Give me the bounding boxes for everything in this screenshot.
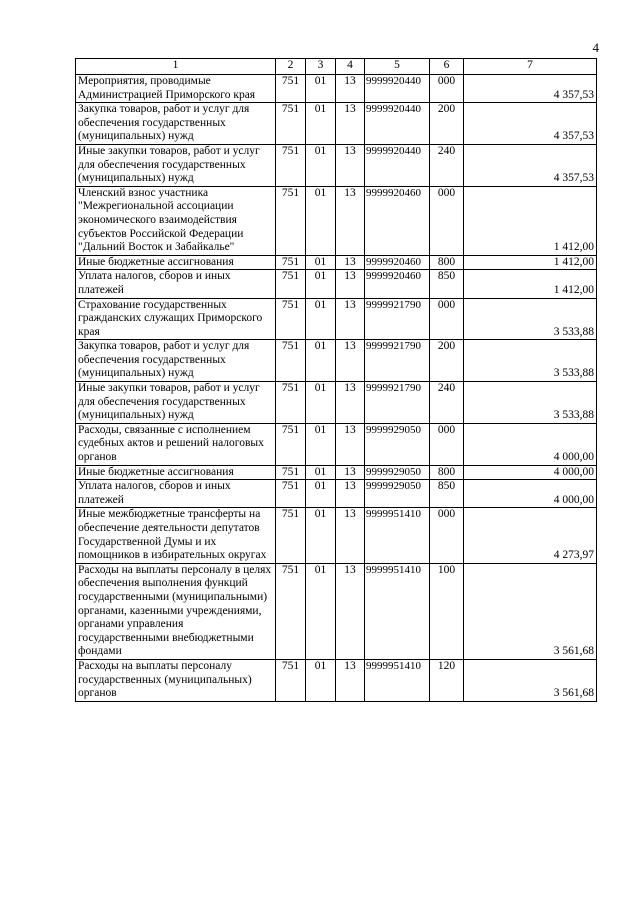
cell-name: Иные закупки товаров, работ и услуг для обеспечения государственных (муниципальных) нужд bbox=[76, 382, 276, 424]
cell-col-6: 000 bbox=[430, 298, 464, 340]
cell-col-2: 751 bbox=[276, 75, 306, 103]
column-header-6: 6 bbox=[430, 59, 464, 75]
cell-col-2: 751 bbox=[276, 465, 306, 480]
cell-col-2: 751 bbox=[276, 186, 306, 255]
budget-table bbox=[75, 58, 597, 702]
cell-col-3: 01 bbox=[306, 659, 336, 701]
cell-col-5: 9999920440 bbox=[365, 75, 430, 103]
table-row bbox=[76, 75, 597, 103]
table-row bbox=[76, 298, 597, 340]
table-row bbox=[76, 480, 597, 508]
cell-col-4: 13 bbox=[336, 144, 365, 186]
cell-col-2: 751 bbox=[276, 423, 306, 465]
cell-name: Мероприятия, проводимые Администрацией Приморского края bbox=[76, 75, 276, 103]
cell-col-6: 200 bbox=[430, 340, 464, 382]
cell-col-6: 120 bbox=[430, 659, 464, 701]
cell-col-6: 800 bbox=[430, 465, 464, 480]
cell-col-3: 01 bbox=[306, 186, 336, 255]
cell-amount: 3 533,88 bbox=[464, 340, 597, 382]
cell-col-5: 9999929050 bbox=[365, 423, 430, 465]
cell-col-2: 751 bbox=[276, 508, 306, 563]
cell-amount: 4 000,00 bbox=[464, 480, 597, 508]
cell-col-3: 01 bbox=[306, 270, 336, 298]
cell-name: Иные бюджетные ассигнования bbox=[76, 465, 276, 480]
cell-col-4: 13 bbox=[336, 659, 365, 701]
cell-col-4: 13 bbox=[336, 103, 365, 145]
cell-amount: 3 561,68 bbox=[464, 563, 597, 659]
cell-name: Закупка товаров, работ и услуг для обеспечения государственных (муниципальных) нужд bbox=[76, 340, 276, 382]
cell-name: Членский взнос участника "Межрегиональной ассоциации экономического взаимодействия субъектов Российской Федерации "Дальний Восток и Забайкалье" bbox=[76, 186, 276, 255]
cell-col-2: 751 bbox=[276, 144, 306, 186]
column-header-2: 2 bbox=[276, 59, 306, 75]
table-row bbox=[76, 563, 597, 659]
column-header-7: 7 bbox=[464, 59, 597, 75]
cell-name: Иные бюджетные ассигнования bbox=[76, 255, 276, 270]
cell-col-3: 01 bbox=[306, 563, 336, 659]
cell-amount: 4 273,97 bbox=[464, 508, 597, 563]
cell-col-3: 01 bbox=[306, 382, 336, 424]
cell-col-4: 13 bbox=[336, 423, 365, 465]
cell-col-2: 751 bbox=[276, 563, 306, 659]
table-header-row bbox=[76, 59, 597, 75]
cell-col-6: 850 bbox=[430, 270, 464, 298]
cell-name: Расходы, связанные с исполнением судебных актов и решений налоговых органов bbox=[76, 423, 276, 465]
cell-col-3: 01 bbox=[306, 423, 336, 465]
cell-col-6: 800 bbox=[430, 255, 464, 270]
table-row bbox=[76, 144, 597, 186]
cell-amount: 3 533,88 bbox=[464, 382, 597, 424]
cell-col-6: 100 bbox=[430, 563, 464, 659]
cell-name: Страхование государственных гражданских служащих Приморского края bbox=[76, 298, 276, 340]
table-row bbox=[76, 382, 597, 424]
cell-amount: 1 412,00 bbox=[464, 270, 597, 298]
cell-name: Расходы на выплаты персоналу государственных (муниципальных) органов bbox=[76, 659, 276, 701]
cell-col-2: 751 bbox=[276, 255, 306, 270]
cell-col-2: 751 bbox=[276, 659, 306, 701]
cell-col-2: 751 bbox=[276, 340, 306, 382]
cell-col-4: 13 bbox=[336, 465, 365, 480]
cell-col-2: 751 bbox=[276, 298, 306, 340]
cell-amount: 4 000,00 bbox=[464, 423, 597, 465]
cell-col-5: 9999921790 bbox=[365, 340, 430, 382]
column-header-5: 5 bbox=[365, 59, 430, 75]
cell-col-4: 13 bbox=[336, 298, 365, 340]
cell-amount: 4 000,00 bbox=[464, 465, 597, 480]
cell-col-3: 01 bbox=[306, 144, 336, 186]
cell-col-3: 01 bbox=[306, 255, 336, 270]
cell-amount: 4 357,53 bbox=[464, 103, 597, 145]
cell-col-6: 000 bbox=[430, 75, 464, 103]
cell-col-6: 000 bbox=[430, 508, 464, 563]
cell-col-4: 13 bbox=[336, 186, 365, 255]
cell-col-3: 01 bbox=[306, 508, 336, 563]
cell-col-4: 13 bbox=[336, 255, 365, 270]
cell-col-2: 751 bbox=[276, 270, 306, 298]
table-row bbox=[76, 340, 597, 382]
cell-col-3: 01 bbox=[306, 75, 336, 103]
cell-col-6: 240 bbox=[430, 382, 464, 424]
cell-col-5: 9999951410 bbox=[365, 563, 430, 659]
cell-col-4: 13 bbox=[336, 382, 365, 424]
cell-col-5: 9999920460 bbox=[365, 255, 430, 270]
table-body bbox=[76, 75, 597, 702]
cell-col-5: 9999920440 bbox=[365, 103, 430, 145]
table-row bbox=[76, 508, 597, 563]
column-header-3: 3 bbox=[306, 59, 336, 75]
cell-col-4: 13 bbox=[336, 75, 365, 103]
table-row bbox=[76, 255, 597, 270]
cell-col-4: 13 bbox=[336, 340, 365, 382]
cell-name: Расходы на выплаты персоналу в целях обеспечения выполнения функций государственными (муниципальными) органами, казенными учреждениями, органами управления государственными внебюджетными фондами bbox=[76, 563, 276, 659]
cell-col-4: 13 bbox=[336, 508, 365, 563]
cell-col-3: 01 bbox=[306, 480, 336, 508]
table-row bbox=[76, 423, 597, 465]
cell-name: Закупка товаров, работ и услуг для обеспечения государственных (муниципальных) нужд bbox=[76, 103, 276, 145]
cell-name: Иные закупки товаров, работ и услуг для обеспечения государственных (муниципальных) нужд bbox=[76, 144, 276, 186]
cell-amount: 3 533,88 bbox=[464, 298, 597, 340]
cell-amount: 3 561,68 bbox=[464, 659, 597, 701]
cell-col-3: 01 bbox=[306, 465, 336, 480]
page-number: 4 bbox=[592, 40, 599, 55]
cell-name: Уплата налогов, сборов и иных платежей bbox=[76, 270, 276, 298]
cell-col-4: 13 bbox=[336, 270, 365, 298]
cell-name: Уплата налогов, сборов и иных платежей bbox=[76, 480, 276, 508]
cell-col-5: 9999951410 bbox=[365, 659, 430, 701]
table-row bbox=[76, 270, 597, 298]
cell-col-5: 9999921790 bbox=[365, 298, 430, 340]
cell-amount: 1 412,00 bbox=[464, 255, 597, 270]
cell-col-4: 13 bbox=[336, 563, 365, 659]
cell-col-3: 01 bbox=[306, 340, 336, 382]
table-row bbox=[76, 186, 597, 255]
cell-col-2: 751 bbox=[276, 480, 306, 508]
cell-col-4: 13 bbox=[336, 480, 365, 508]
cell-col-5: 9999920440 bbox=[365, 144, 430, 186]
cell-amount: 4 357,53 bbox=[464, 75, 597, 103]
table-row bbox=[76, 103, 597, 145]
table-row bbox=[76, 659, 597, 701]
cell-col-5: 9999929050 bbox=[365, 465, 430, 480]
cell-col-2: 751 bbox=[276, 103, 306, 145]
cell-amount: 4 357,53 bbox=[464, 144, 597, 186]
cell-col-3: 01 bbox=[306, 298, 336, 340]
cell-col-5: 9999920460 bbox=[365, 270, 430, 298]
cell-col-6: 000 bbox=[430, 186, 464, 255]
column-header-4: 4 bbox=[336, 59, 365, 75]
column-header-1: 1 bbox=[76, 59, 276, 75]
cell-col-5: 9999921790 bbox=[365, 382, 430, 424]
cell-col-6: 000 bbox=[430, 423, 464, 465]
cell-col-5: 9999929050 bbox=[365, 480, 430, 508]
cell-col-3: 01 bbox=[306, 103, 336, 145]
cell-col-6: 850 bbox=[430, 480, 464, 508]
cell-col-5: 9999920460 bbox=[365, 186, 430, 255]
cell-name: Иные межбюджетные трансферты на обеспечение деятельности депутатов Государственной Думы и их помощников в избирательных округах bbox=[76, 508, 276, 563]
cell-col-2: 751 bbox=[276, 382, 306, 424]
table-row bbox=[76, 465, 597, 480]
cell-col-5: 9999951410 bbox=[365, 508, 430, 563]
cell-col-6: 200 bbox=[430, 103, 464, 145]
cell-col-6: 240 bbox=[430, 144, 464, 186]
cell-amount: 1 412,00 bbox=[464, 186, 597, 255]
